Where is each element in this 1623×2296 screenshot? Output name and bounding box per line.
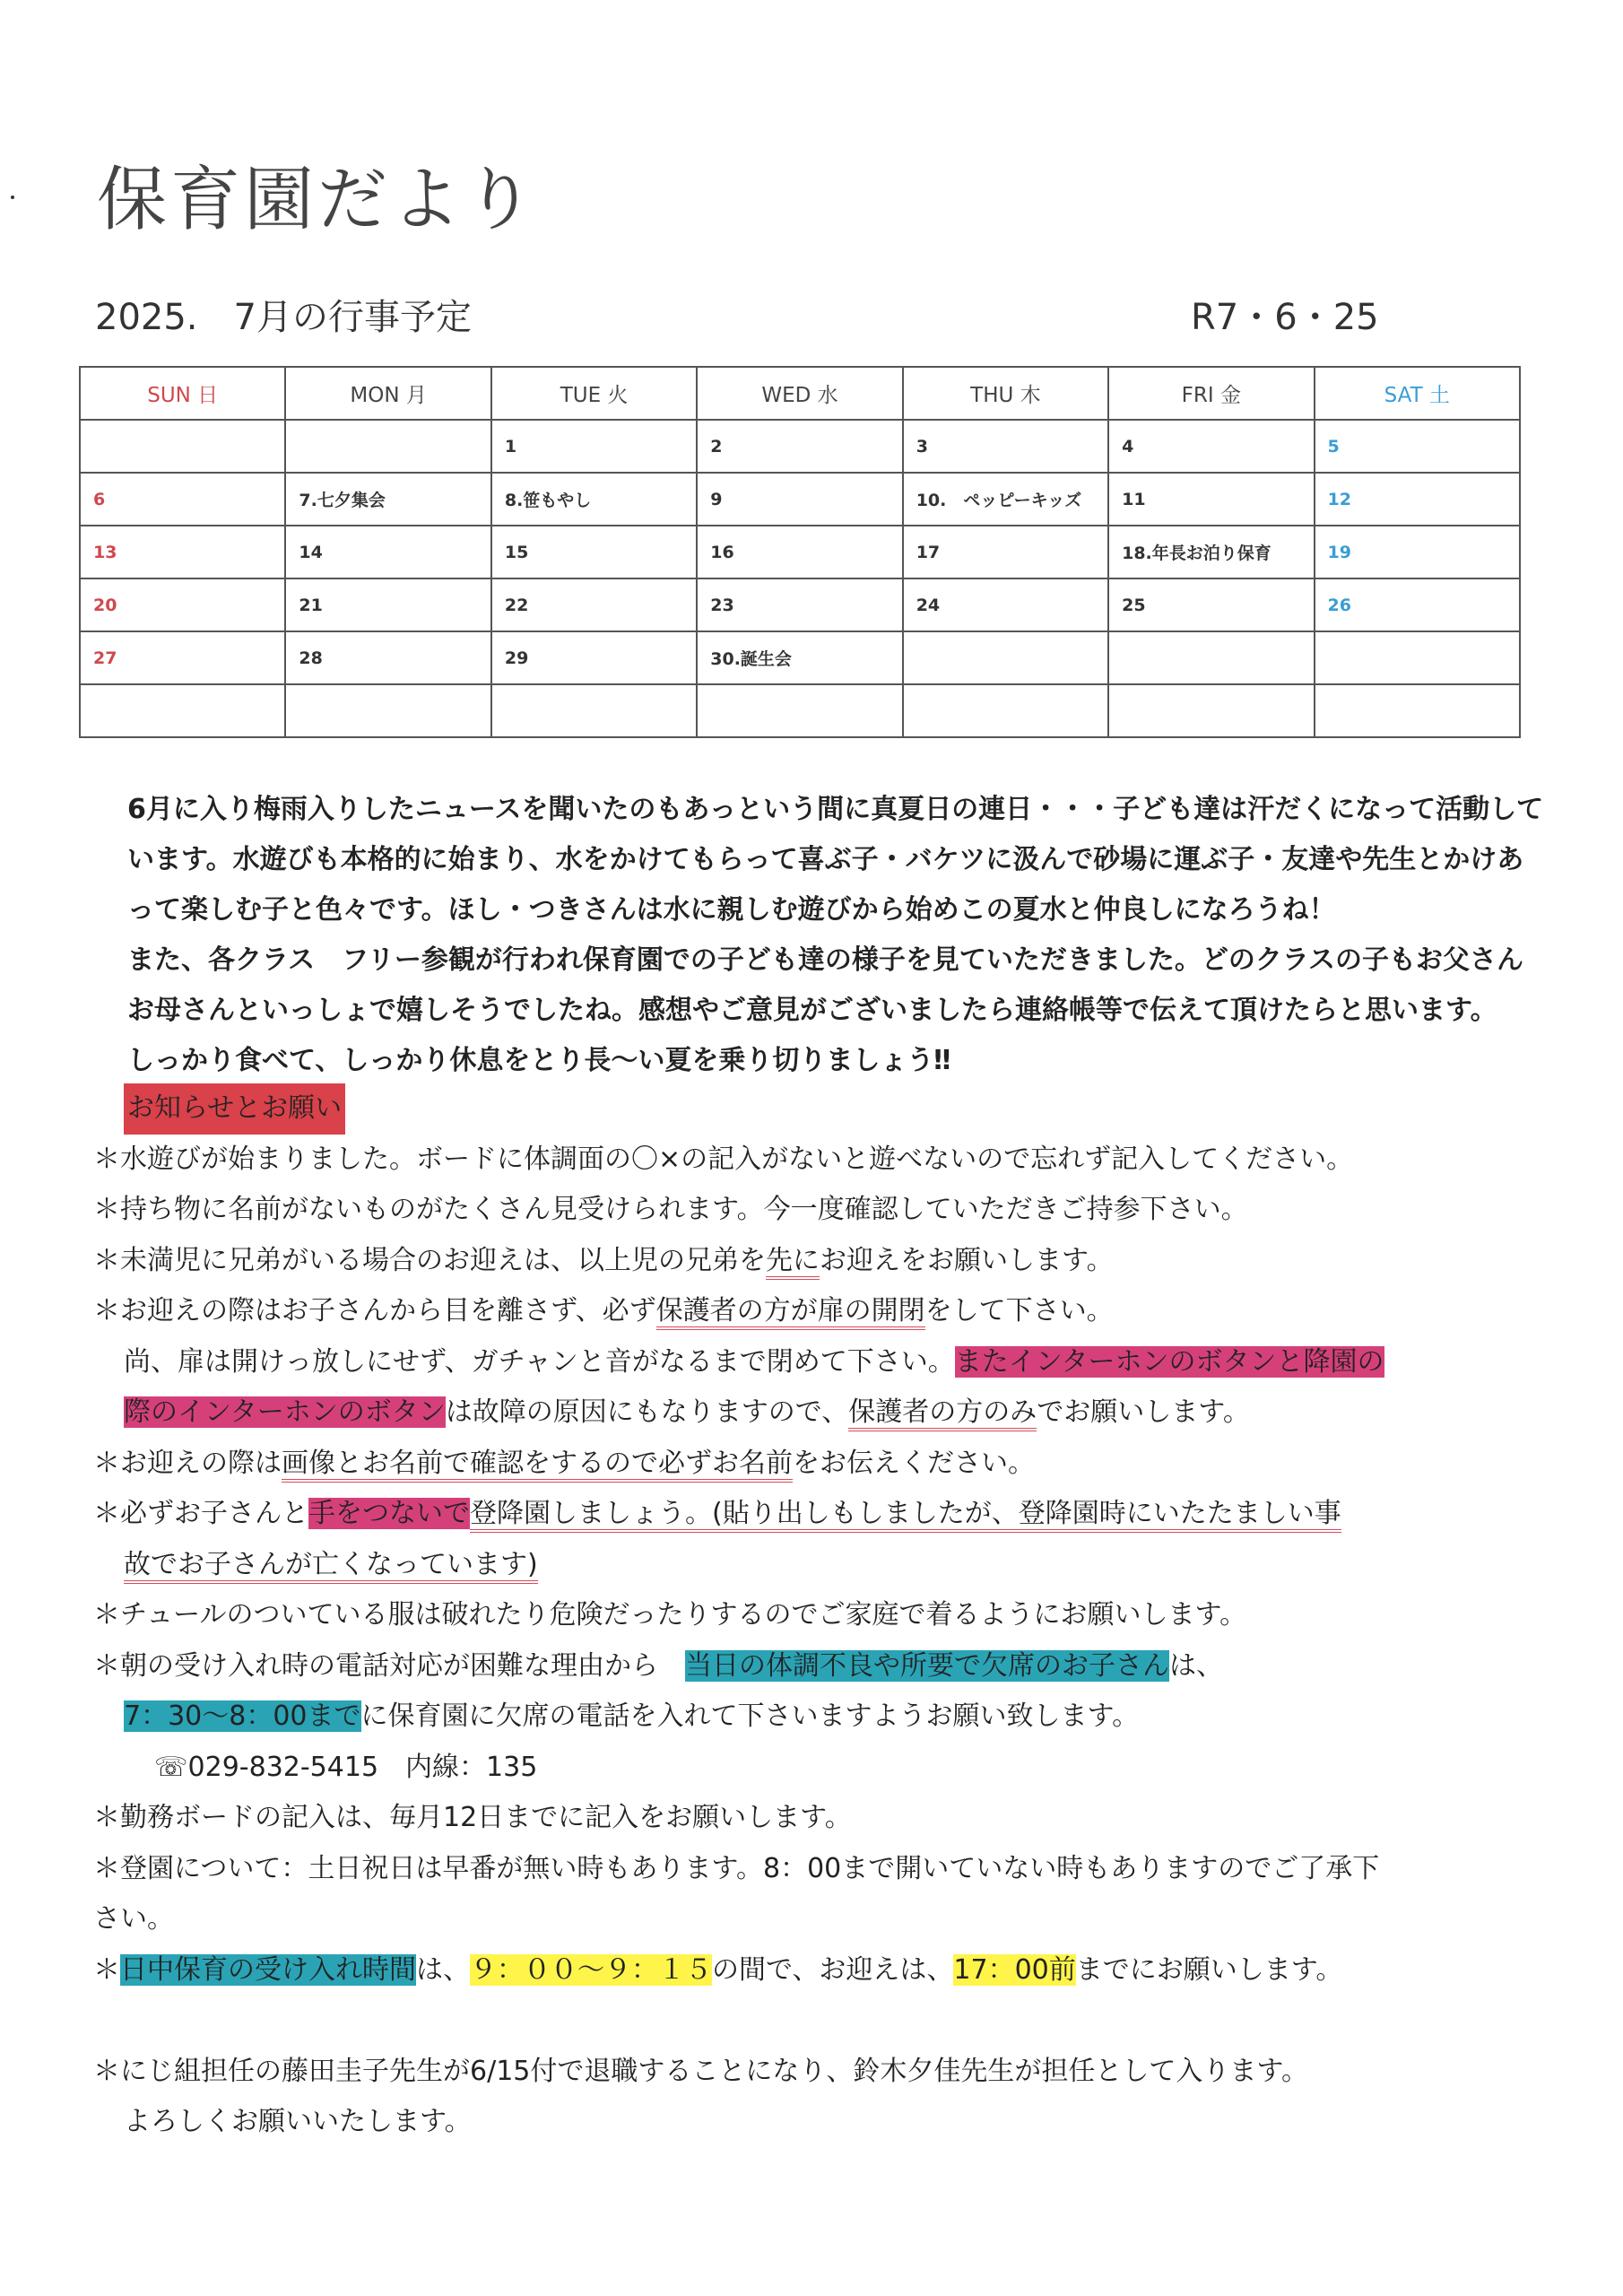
weekday-fri: FRI 金 — [1108, 367, 1314, 420]
calendar-day-cell: 11 — [1108, 473, 1314, 526]
highlight-text: 7：30～8：00まで — [124, 1700, 361, 1732]
scan-dot — [11, 196, 14, 199]
calendar-day-cell: 3 — [903, 420, 1108, 473]
calendar-week-row — [80, 631, 1520, 684]
calendar-day-cell: 27 — [80, 631, 285, 684]
notice-line: 際のインターホンのボタンは故障の原因にもなりますので、保護者の方のみでお願いします。 — [93, 1387, 1564, 1439]
notice-line: ＊登園について：土日祝日は早番が無い時もあります。8：00まで開いていない時もありますのでご了承下 — [93, 1852, 1380, 1884]
weekday-tue: TUE 火 — [491, 367, 697, 420]
intro-paragraph-3: しっかり食べて、しっかり休息をとり長～い夏を乗り切りましょう‼ — [127, 1045, 951, 1076]
underline-text: 先に — [766, 1245, 820, 1280]
calendar-day-cell: 6 — [80, 473, 285, 526]
calendar-day-cell: 2 — [697, 420, 902, 473]
underline-text: 保護者の方が扉の開閉 — [656, 1295, 925, 1330]
notice-line: ＊チュールのついている服は破れたり危険だったりするのでご家庭で着るようにお願いします。 — [93, 1599, 1247, 1631]
calendar-week-row — [80, 526, 1520, 578]
calendar-day-cell: 24 — [903, 578, 1108, 631]
calendar-day-cell — [80, 684, 285, 737]
underline-text: 登降園しましょう。(貼り出しもしましたが、登降園時にいたたましい事 — [470, 1498, 1341, 1533]
calendar-day-cell — [491, 684, 697, 737]
highlight-text: 日中保育の受け入れ時間 — [120, 1953, 416, 1986]
highlight-text: 手をつないで — [308, 1498, 470, 1529]
calendar-day-cell: 25 — [1108, 578, 1314, 631]
intro-paragraph-2: また、各クラス フリー参観が行われ保育園での子ども達の様子を見ていただきました。どのクラスの子もお父さんお母さんといっしょで嬉しそうでしたね。感想やご意見がございましたら連絡帳等で伝えて頂けたらと思います。 — [127, 944, 1523, 1026]
calendar-day-cell — [903, 684, 1108, 737]
intro-paragraph-1: 6月に入り梅雨入りしたニュースを聞いたのもあっという間に真夏日の連日・・・子ども達は汗だくになって活動しています。水遊びも本格的に始まり、水をかけてもらって喜ぶ子・バケツに汲んで砂場に運ぶ子・友達や先生とかけあって楽しむ子と色々です。ほし・つきさんは水に親しむ遊びから始めこの夏水と仲良しになろうね！ — [127, 794, 1544, 926]
calendar-day-cell: 5 — [1315, 420, 1520, 473]
calendar-day-cell — [285, 684, 490, 737]
calendar-day-cell: 1 — [491, 420, 697, 473]
calendar-week-row — [80, 473, 1520, 526]
notice-line: 尚、扉は開けっ放しにせず、ガチャンと音がなるまで閉めて下さい。またインターホンのボタンと降園の — [124, 1345, 1384, 1378]
phone-line: ☏029-832-5415 内線：135 — [154, 1751, 538, 1783]
weekday-thu: THU 木 — [903, 367, 1108, 420]
calendar-day-cell — [697, 684, 902, 737]
notice-line: ＊お迎えの際はお子さんから目を離さず、必ず保護者の方が扉の開閉をして下さい。 — [93, 1286, 1564, 1337]
notice-line: ＊朝の受け入れ時の電話対応が困難な理由から 当日の体調不良や所要で欠席のお子さんは、 — [93, 1649, 1223, 1682]
calendar-day-cell: 10. ペッピーキッズ — [903, 473, 1108, 526]
weekday-sat: SAT 土 — [1315, 367, 1520, 420]
calendar-day-cell: 4 — [1108, 420, 1314, 473]
calendar-day-cell — [1315, 631, 1520, 684]
calendar-day-cell — [1315, 684, 1520, 737]
notice-line: ＊日中保育の受け入れ時間は、９：００～９：１５の間で、お迎えは、17：00前までにお願いします。 — [93, 1953, 1343, 1986]
notice-line: ＊必ずお子さんと手をつないで登降園しましょう。(貼り出しもしましたが、登降園時にいたたましい事 — [93, 1489, 1564, 1540]
calendar-day-cell: 12 — [1315, 473, 1520, 526]
issue-date: R7・6・25 — [1191, 297, 1379, 338]
notice-line: ＊未満児に兄弟がいる場合のお迎えは、以上児の兄弟を先にお迎えをお願いします。 — [93, 1236, 1564, 1287]
calendar-week-row — [80, 684, 1520, 737]
page-title: 保育園だより — [97, 160, 539, 240]
highlight-text: 際のインターホンのボタン — [124, 1396, 446, 1428]
notice-line: 7：30～8：00までに保育園に欠席の電話を入れて下さいますようお願い致します。 — [124, 1700, 1140, 1732]
calendar-day-cell: 7.七夕集会 — [285, 473, 490, 526]
notice-heading: お知らせとお願い — [124, 1083, 345, 1135]
calendar-day-cell — [1108, 631, 1314, 684]
calendar-week-row — [80, 420, 1520, 473]
calendar-day-cell — [1108, 684, 1314, 737]
notice-heading-line — [93, 1083, 1564, 1135]
calendar-day-cell: 19 — [1315, 526, 1520, 578]
calendar-day-cell: 29 — [491, 631, 697, 684]
calendar-day-cell: 22 — [491, 578, 697, 631]
highlight-text: ９：００～９：１５ — [470, 1953, 712, 1986]
notice-line: ＊にじ組担任の藤田圭子先生が6/15付で退職することになり、鈴木夕佳先生が担任として入ります。 — [93, 2055, 1308, 2087]
notice-line: ＊水遊びが始まりました。ボードに体調面の〇×の記入がないと遊べないので忘れず記入してください。 — [93, 1143, 1354, 1175]
calendar-day-cell — [80, 420, 285, 473]
calendar-subtitle: 2025. 7月の行事予定 — [95, 297, 472, 338]
calendar-day-cell: 28 — [285, 631, 490, 684]
weekday-sun: SUN 日 — [80, 367, 285, 420]
calendar-day-cell: 17 — [903, 526, 1108, 578]
underline-text: 画像とお名前で確認をするので必ずお名前 — [282, 1448, 793, 1483]
calendar-day-cell: 15 — [491, 526, 697, 578]
highlight-text: 当日の体調不良や所要で欠席のお子さん — [685, 1649, 1169, 1682]
notice-line: ＊持ち物に名前がないものがたくさん見受けられます。今一度確認していただきご持参下さい。 — [93, 1194, 1248, 1225]
highlight-text: 17：00前 — [953, 1953, 1076, 1986]
calendar-day-cell: 30.誕生会 — [697, 631, 902, 684]
underline-text: 保護者の方のみ — [848, 1396, 1037, 1431]
underline-text: 故でお子さんが亡くなっています) — [124, 1549, 538, 1584]
notice-line: よろしくお願いいたします。 — [124, 2106, 472, 2137]
calendar-week-row — [80, 578, 1520, 631]
event-calendar — [79, 366, 1521, 738]
weekday-wed: WED 水 — [697, 367, 902, 420]
calendar-day-cell: 23 — [697, 578, 902, 631]
calendar-day-cell: 16 — [697, 526, 902, 578]
calendar-day-cell — [903, 631, 1108, 684]
highlight-text: またインターホンのボタンと降園の — [954, 1345, 1384, 1378]
calendar-header-row — [80, 367, 1520, 420]
calendar-day-cell: 26 — [1315, 578, 1520, 631]
calendar-day-cell — [285, 420, 490, 473]
calendar-day-cell: 18.年長お泊り保育 — [1108, 526, 1314, 578]
intro-text — [93, 785, 1546, 1086]
weekday-mon: MON 月 — [285, 367, 490, 420]
notice-line — [93, 1540, 1564, 1591]
calendar-day-cell: 20 — [80, 578, 285, 631]
calendar-day-cell: 8.笹もやし — [491, 473, 697, 526]
calendar-day-cell: 21 — [285, 578, 490, 631]
calendar-day-cell: 14 — [285, 526, 490, 578]
notice-line: さい。 — [93, 1903, 174, 1935]
notice-line: ＊勤務ボードの記入は、毎月12日までに記入をお願いします。 — [93, 1802, 852, 1833]
notice-section — [93, 1083, 1564, 2148]
calendar-day-cell: 13 — [80, 526, 285, 578]
spacer-line — [93, 1996, 1564, 2047]
calendar-day-cell: 9 — [697, 473, 902, 526]
notice-line: ＊お迎えの際は画像とお名前で確認をするので必ずお名前をお伝えください。 — [93, 1439, 1564, 1490]
